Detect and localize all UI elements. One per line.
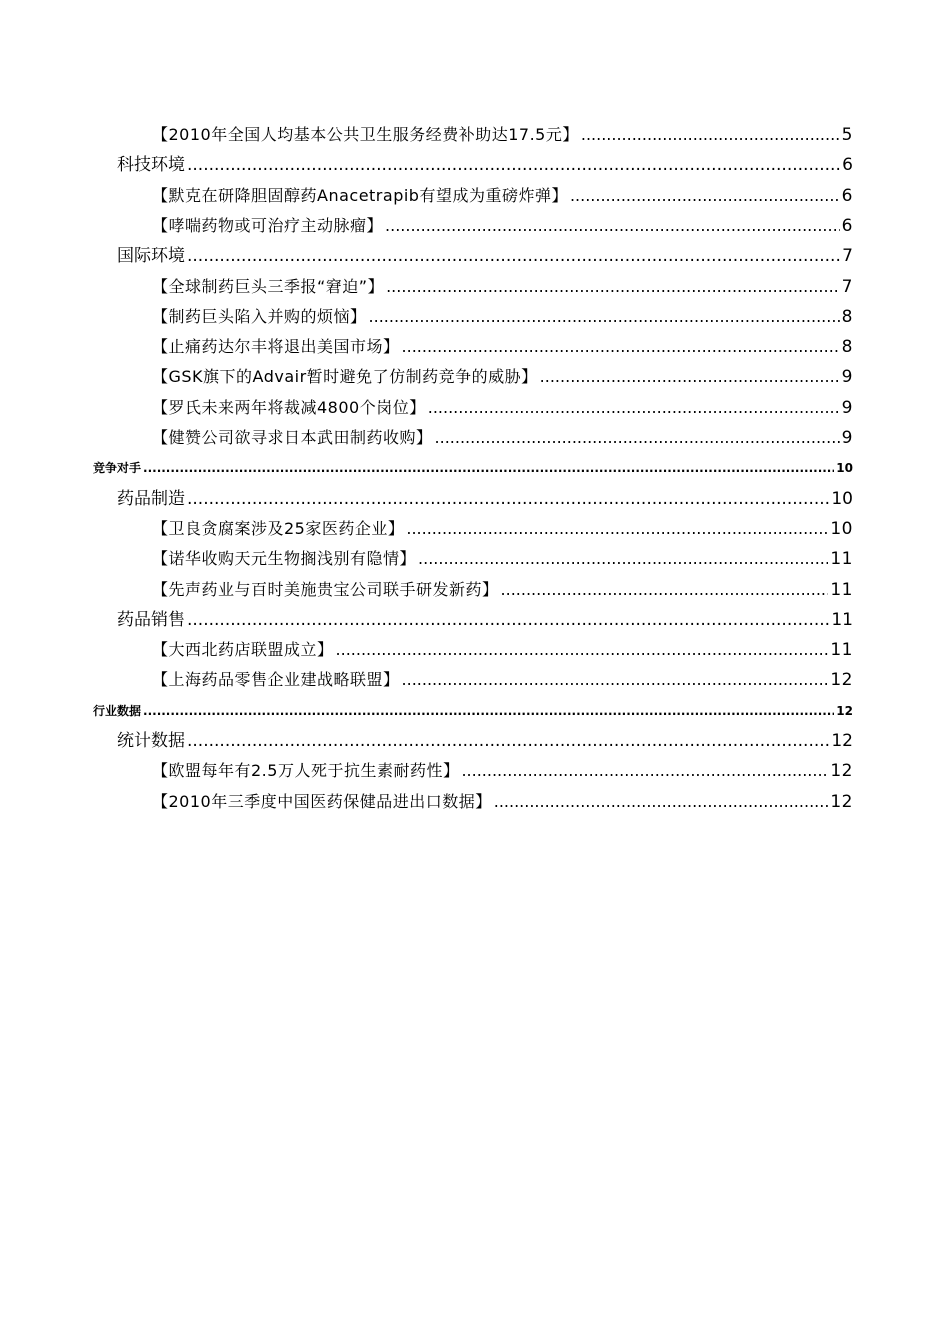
- toc-entry[interactable]: [152, 332, 853, 362]
- toc-entry-page: 9: [841, 397, 853, 418]
- toc-entry-page: 12: [830, 761, 853, 782]
- toc-entry-title: 科技环境: [117, 155, 185, 176]
- toc-entry[interactable]: [117, 241, 853, 271]
- toc-entry[interactable]: [117, 605, 853, 635]
- toc-entry[interactable]: [152, 393, 853, 423]
- toc-dot-leader: [570, 181, 840, 211]
- toc-entry-title: 【诺华收购天元生物搁浅别有隐情】: [152, 549, 417, 569]
- toc-entry-title: 【哮喘药物或可治疗主动脉瘤】: [152, 215, 384, 235]
- toc-entry-title: 统计数据: [117, 731, 185, 751]
- toc-entry[interactable]: [152, 120, 853, 150]
- toc-entry-page: 12: [831, 731, 853, 751]
- toc-entry-page: 12: [836, 703, 853, 718]
- toc-dot-leader: [336, 635, 829, 665]
- toc-dot-leader: [143, 696, 834, 726]
- toc-dot-leader: [406, 514, 828, 544]
- toc-dot-leader: [501, 575, 829, 605]
- toc-entry-page: 9: [841, 367, 853, 388]
- toc-entry[interactable]: [152, 514, 853, 544]
- toc-dot-leader: [187, 605, 829, 635]
- toc-entry[interactable]: [152, 665, 853, 695]
- toc-entry-page: 11: [830, 640, 853, 661]
- toc-entry-title: 【全球制药巨头三季报“窘迫”】: [152, 276, 385, 296]
- toc-dot-leader: [369, 302, 840, 332]
- toc-entry-title: 【大西北药店联盟成立】: [152, 640, 334, 660]
- toc-dot-leader: [418, 544, 828, 574]
- toc-entry[interactable]: [117, 484, 853, 514]
- toc-entry-title: 【GSK旗下的Advair暂时避免了仿制药竞争的威胁】: [152, 367, 538, 387]
- toc-entry-page: 12: [830, 670, 853, 691]
- toc-entry-title: 【先声药业与百时美施贵宝公司联手研发新药】: [152, 579, 499, 599]
- toc-entry-page: 10: [830, 518, 853, 539]
- toc-entry-title: 药品销售: [117, 609, 185, 630]
- toc-dot-leader: [494, 787, 829, 817]
- toc-entry-page: 6: [841, 215, 853, 236]
- toc-dot-leader: [402, 665, 829, 695]
- toc-entry[interactable]: [152, 211, 853, 241]
- toc-entry-title: 国际环境: [117, 246, 185, 267]
- toc-entry-title: 【2010年全国人均基本公共卫生服务经费补助达17.5元】: [152, 125, 579, 144]
- toc-dot-leader: [435, 423, 840, 453]
- toc-entry-title: 【健赞公司欲寻求日本武田制药收购】: [152, 428, 433, 447]
- toc-dot-leader: [187, 484, 829, 514]
- toc-dot-leader: [385, 211, 840, 241]
- toc-entry-page: 6: [841, 185, 853, 206]
- toc-dot-leader: [187, 241, 840, 271]
- toc-entry[interactable]: [152, 181, 853, 211]
- toc-entry-title: 【止痛药达尔丰将退出美国市场】: [152, 337, 400, 357]
- toc-entry[interactable]: [152, 423, 853, 453]
- toc-entry-page: 11: [830, 579, 853, 600]
- toc-entry[interactable]: [152, 362, 853, 392]
- toc-dot-leader: [386, 272, 840, 302]
- toc-entry[interactable]: [117, 150, 853, 180]
- toc-dot-leader: [402, 332, 840, 362]
- toc-entry[interactable]: [93, 696, 853, 726]
- toc-entry-title: 竞争对手: [93, 461, 142, 476]
- toc-dot-leader: [187, 726, 829, 756]
- toc-entry[interactable]: [152, 756, 853, 786]
- toc-entry-page: 8: [841, 306, 853, 327]
- toc-entry-page: 7: [841, 276, 853, 297]
- toc-entry-title: 药品制造: [117, 488, 185, 509]
- toc-dot-leader: [187, 150, 840, 180]
- toc-entry[interactable]: [152, 787, 853, 817]
- toc-entry[interactable]: [152, 272, 853, 302]
- toc-entry-title: 【罗氏未来两年将裁减4800个岗位】: [152, 397, 426, 417]
- toc-entry[interactable]: [152, 544, 853, 574]
- toc-dot-leader: [540, 362, 840, 392]
- toc-entry[interactable]: [117, 726, 853, 756]
- toc-entry-page: 8: [841, 337, 853, 358]
- toc-entry-page: 11: [830, 549, 853, 570]
- toc-entry[interactable]: [152, 302, 853, 332]
- toc-entry-page: 12: [830, 791, 853, 812]
- toc-entry-page: 5: [841, 125, 853, 145]
- toc-entry-title: 【卫良贪腐案涉及25家医药企业】: [152, 518, 405, 538]
- toc-entry-page: 10: [831, 488, 853, 509]
- toc-entry[interactable]: [152, 575, 853, 605]
- toc-entry-page: 7: [842, 246, 853, 267]
- toc-dot-leader: [143, 453, 834, 483]
- toc-dot-leader: [581, 120, 840, 150]
- toc-entry-page: 9: [841, 428, 853, 448]
- toc-entry-page: 11: [831, 609, 853, 630]
- toc-entry-title: 行业数据: [93, 703, 142, 718]
- toc-entry-title: 【欧盟每年有2.5万人死于抗生素耐药性】: [152, 761, 460, 781]
- toc-entry-title: 【默克在研降胆固醇药Anacetrapib有望成为重磅炸弹】: [152, 185, 568, 205]
- toc-entry-title: 【制药巨头陷入并购的烦恼】: [152, 306, 367, 326]
- toc-entry-title: 【上海药品零售企业建战略联盟】: [152, 670, 400, 690]
- toc-dot-leader: [461, 756, 828, 786]
- toc-entry[interactable]: [152, 635, 853, 665]
- toc-entry[interactable]: [93, 453, 853, 483]
- toc-dot-leader: [428, 393, 840, 423]
- toc-entry-page: 6: [842, 155, 853, 176]
- toc-entry-page: 10: [836, 461, 853, 476]
- toc-entry-title: 【2010年三季度中国医药保健品进出口数据】: [152, 791, 492, 811]
